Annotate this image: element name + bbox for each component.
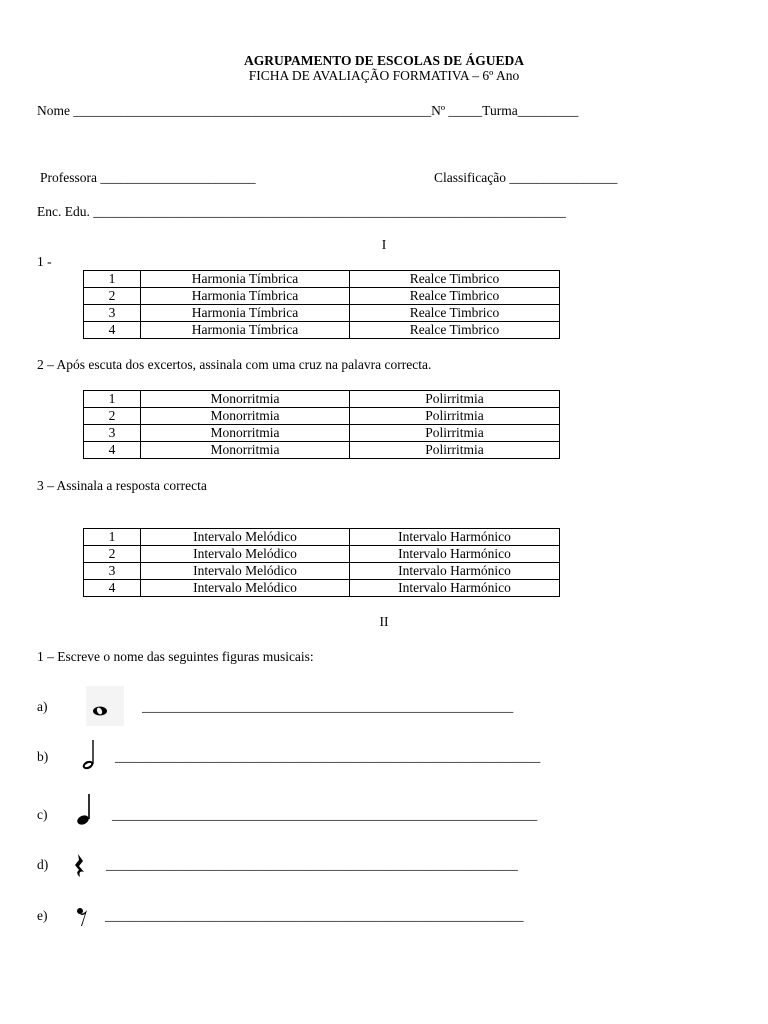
item-b-label: b) — [37, 749, 49, 764]
item-d-answer-line[interactable]: _____________________________________________________________ — [106, 857, 518, 872]
rhythm-option-a[interactable]: Monorritmia — [141, 408, 350, 425]
interval-row-number: 3 — [84, 563, 141, 580]
rhythm-table — [83, 390, 560, 459]
rhythm-row — [84, 425, 560, 442]
question-2-text: 2 – Após escuta dos excertos, assinala com uma cruz na palavra correcta. — [37, 357, 432, 372]
interval-option-b[interactable]: Intervalo Harmónico — [350, 563, 560, 580]
interval-option-b[interactable]: Intervalo Harmónico — [350, 529, 560, 546]
rhythm-row-number: 2 — [84, 408, 141, 425]
timbre-option-b[interactable]: Realce Timbrico — [350, 305, 560, 322]
part-two-question-1-text: 1 – Escreve o nome das seguintes figuras musicais: — [37, 649, 314, 664]
interval-option-a[interactable]: Intervalo Melódico — [141, 546, 350, 563]
quarter-rest-icon — [72, 852, 90, 882]
timbre-option-a[interactable]: Harmonia Tímbrica — [141, 322, 350, 339]
interval-row — [84, 580, 560, 597]
timbre-row-number: 4 — [84, 322, 141, 339]
rhythm-option-a[interactable]: Monorritmia — [141, 425, 350, 442]
rhythm-row — [84, 391, 560, 408]
rhythm-option-a[interactable]: Monorritmia — [141, 442, 350, 459]
grade-field[interactable]: Classificação ________________ — [434, 170, 618, 185]
item-b-answer-line[interactable]: _______________________________________________________________ — [115, 749, 541, 764]
item-c-answer-line[interactable]: _______________________________________________________________ — [112, 807, 538, 822]
item-e-label: e) — [37, 908, 48, 923]
rhythm-option-b[interactable]: Polirritmia — [350, 408, 560, 425]
interval-option-a[interactable]: Intervalo Melódico — [141, 580, 350, 597]
interval-option-a[interactable]: Intervalo Melódico — [141, 563, 350, 580]
timbre-row — [84, 288, 560, 305]
eighth-rest-icon — [74, 904, 92, 928]
item-d-label: d) — [37, 857, 49, 872]
rhythm-option-a[interactable]: Monorritmia — [141, 391, 350, 408]
half-note-icon — [80, 738, 102, 772]
item-e-answer-line[interactable]: ______________________________________________________________ — [105, 908, 524, 923]
rhythm-row — [84, 408, 560, 425]
timbre-table — [83, 270, 560, 339]
rhythm-option-b[interactable]: Polirritmia — [350, 391, 560, 408]
rhythm-row-number: 1 — [84, 391, 141, 408]
item-a-label: a) — [37, 699, 48, 714]
guardian-field[interactable]: Enc. Edu. ______________________________________________________________________ — [37, 204, 566, 219]
part-one-heading: I — [381, 237, 387, 252]
interval-option-b[interactable]: Intervalo Harmónico — [350, 580, 560, 597]
timbre-row — [84, 305, 560, 322]
timbre-row-number: 1 — [84, 271, 141, 288]
timbre-option-a[interactable]: Harmonia Tímbrica — [141, 271, 350, 288]
interval-row-number: 2 — [84, 546, 141, 563]
question-3-text: 3 – Assinala a resposta correcta — [37, 478, 207, 493]
interval-row — [84, 529, 560, 546]
interval-table — [83, 528, 560, 597]
rhythm-option-b[interactable]: Polirritmia — [350, 425, 560, 442]
item-c-label: c) — [37, 807, 48, 822]
quarter-note-icon — [72, 792, 96, 828]
rhythm-row-number: 4 — [84, 442, 141, 459]
rhythm-option-b[interactable]: Polirritmia — [350, 442, 560, 459]
timbre-row — [84, 322, 560, 339]
item-a-answer-line[interactable]: _______________________________________________________ — [142, 699, 514, 714]
timbre-option-b[interactable]: Realce Timbrico — [350, 288, 560, 305]
timbre-option-a[interactable]: Harmonia Tímbrica — [141, 305, 350, 322]
timbre-option-a[interactable]: Harmonia Tímbrica — [141, 288, 350, 305]
timbre-row — [84, 271, 560, 288]
interval-row — [84, 546, 560, 563]
interval-row — [84, 563, 560, 580]
rhythm-row — [84, 442, 560, 459]
part-two-heading: II — [379, 614, 389, 629]
timbre-option-b[interactable]: Realce Timbrico — [350, 271, 560, 288]
name-field[interactable]: Nome _____________________________________________________Nº _____Turma_________ — [37, 103, 579, 118]
interval-option-a[interactable]: Intervalo Melódico — [141, 529, 350, 546]
worksheet-subtitle: FICHA DE AVALIAÇÃO FORMATIVA – 6º Ano — [248, 68, 520, 83]
rhythm-row-number: 3 — [84, 425, 141, 442]
interval-row-number: 1 — [84, 529, 141, 546]
question-1-label: 1 - — [37, 254, 52, 269]
timbre-row-number: 3 — [84, 305, 141, 322]
timbre-row-number: 2 — [84, 288, 141, 305]
timbre-option-b[interactable]: Realce Timbrico — [350, 322, 560, 339]
interval-row-number: 4 — [84, 580, 141, 597]
interval-option-b[interactable]: Intervalo Harmónico — [350, 546, 560, 563]
whole-note-icon — [86, 686, 124, 726]
school-title: AGRUPAMENTO DE ESCOLAS DE ÁGUEDA — [243, 53, 525, 68]
teacher-field[interactable]: Professora _______________________ — [40, 170, 256, 185]
